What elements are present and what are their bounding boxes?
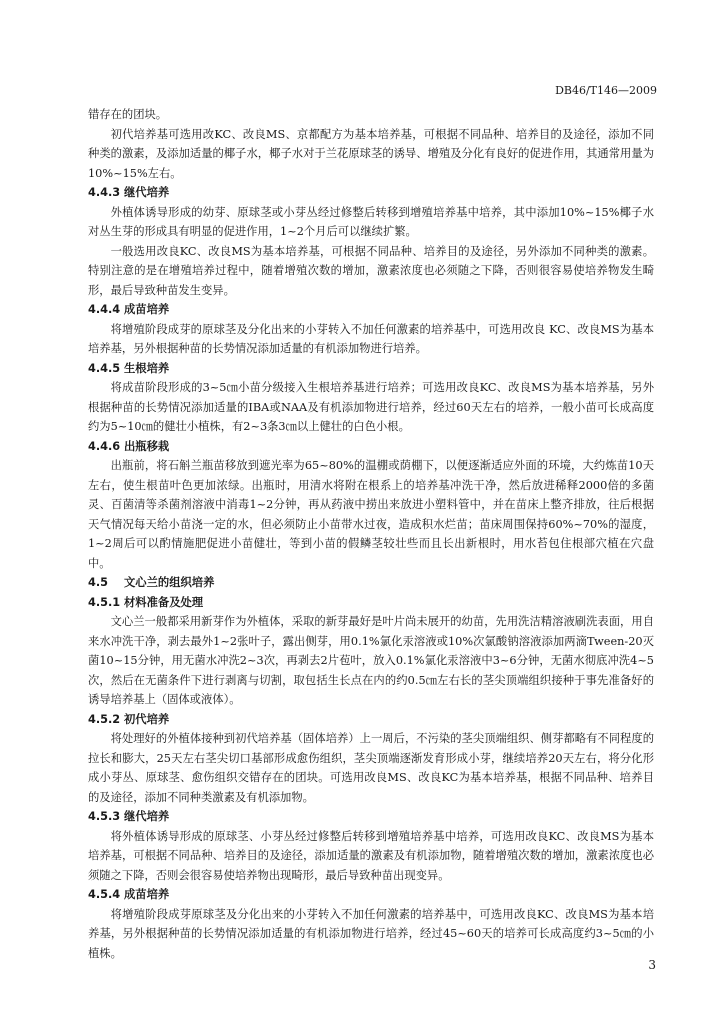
paragraph: 将增殖阶段成芽原球茎及分化出来的小芽转入不加任何激素的培养基中，可选用改良KC、改良MS为基本培养基，另外根据种苗的长势情况添加适量的有机添加物进行培养，经过45~60天的培养可长成高度约3~5㎝的小植株。 (88, 907, 654, 960)
section-number: 4.4.5 (88, 361, 121, 375)
document-body (88, 105, 654, 963)
paragraph: 外植体诱导形成的幼芽、原球茎或小芽丛经过修整后转移到增殖培养基中培养，其中添加10%~15%椰子水对丛生芽的形成具有明显的促进作用，1~2个月后可以继续扩繁。 (88, 205, 654, 238)
section-title: 初代培养 (124, 712, 170, 726)
section-number: 4.5.3 (88, 810, 121, 823)
section-title: 材料准备及处理 (124, 595, 204, 609)
document-code: DB46/T146—2009 (555, 84, 657, 97)
section-heading (88, 710, 654, 730)
section-heading (88, 807, 654, 827)
paragraph: 一般选用改良KC、改良MS为基本培养基，可根据不同品种、培养目的及途径，另外添加不同种类的激素。特别注意的是在增殖培养过程中，随着增殖次数的增加，激素浓度也必须随之下降，否则很容易使培养物发生畸形，最后导致种苗发生变异。 (88, 244, 654, 297)
section-heading (88, 573, 654, 593)
paragraph: 初代培养基可选用改KC、改良MS、京都配方为基本培养基，可根据不同品种、培养目的及途径，添加不同种类的激素，及添加适量的椰子水，椰子水对于兰花原球茎的诱导、增殖及分化有良好的促进作用，其通常用量为10%~15%左右。 (88, 127, 654, 180)
section-heading (88, 359, 654, 379)
section-title: 出瓶移栽 (124, 439, 170, 453)
section-number: 4.4.4 (88, 303, 121, 316)
section-heading (88, 183, 654, 203)
section-heading (88, 885, 654, 905)
section-heading (88, 593, 654, 613)
paragraph: 将处理好的外植体接种到初代培养基（固体培养）上一周后，不污染的茎尖顶端组织、侧芽都略有不同程度的拉长和膨大，25天左右茎尖切口基部形成愈伤组织，茎尖顶端逐渐发育形成小芽，继续培养20天左右，将分化形成小芽丛、原球茎、愈伤组织交错存在的团块。可选用改良MS、改良KC为基本培养基，根据不同品种、培养目的及途径，添加不同种类激素及有机添加物。 (88, 732, 654, 804)
section-title: 成苗培养 (124, 888, 170, 901)
paragraph: 错存在的团块。 (88, 108, 168, 121)
section-number: 4.5 (88, 576, 109, 589)
page-number: 3 (648, 958, 656, 972)
section-number: 4.5.4 (88, 888, 121, 901)
section-heading (88, 300, 654, 320)
paragraph: 将成苗阶段形成的3~5㎝小苗分级接入生根培养基进行培养；可选用改良KC、改良MS为基本培养基，另外根据种苗的长势情况添加适量的IBA或NAA及有机添加物进行培养，经过60天左右的培养，一般小苗可长成高度约为5~10㎝的健壮小植株，有2~3条3㎝以上健壮的白色小根。 (88, 381, 654, 433)
paragraph: 将外植体诱导形成的原球茎、小芽丛经过修整后转移到增殖培养基中培养，可选用改良KC、改良MS为基本培养基，可根据不同品种、培养目的及途径，添加适量的激素及有机添加物，随着增殖次数的增加，激素浓度也必须随之下降，否则会很容易使培养物出现畸形，最后导致种苗出现变异。 (88, 829, 654, 882)
section-number: 4.4.6 (88, 439, 121, 453)
section-number: 4.4.3 (88, 186, 121, 199)
section-number: 4.5.2 (88, 712, 121, 726)
section-title: 继代培养 (124, 810, 170, 823)
section-title: 成苗培养 (124, 303, 170, 316)
section-title: 文心兰的组织培养 (124, 576, 215, 589)
section-heading (88, 437, 654, 457)
section-title: 继代培养 (124, 186, 170, 199)
paragraph: 文心兰一般都采用新芽作为外植体，采取的新芽最好是叶片尚未展开的幼苗，先用洗洁精溶液刷洗表面，用自来水冲洗干净，剥去最外1~2张叶子，露出侧芽，用0.1%氯化汞溶液或10%次氯酸钠溶液添加两滴Tween-20灭菌10~15分钟，用无菌水冲洗2~3次，再剥去2片苞叶，放入0.1%氯化汞溶液中3~6分钟，无菌水彻底冲洗4~5次，然后在无菌条件下进行剥离与切割，取包括生长点在内的约0.5㎝左右长的茎尖顶端组织接种于事先准备好的诱导培养基上（固体或液体）。 (88, 615, 654, 706)
paragraph: 将增殖阶段成芽的原球茎及分化出来的小芽转入不加任何激素的培养基中，可选用改良 KC、改良MS为基本培养基，另外根据种苗的长势情况添加适量的有机添加物进行培养。 (88, 322, 654, 355)
section-title: 生根培养 (124, 361, 170, 375)
paragraph: 出瓶前，将石斛兰瓶苗移放到遮光率为65~80%的温棚或荫棚下，以便逐渐适应外面的环境，大约炼苗10天左右，使生根苗叶色更加浓绿。出瓶时，用清水将附在根系上的培养基冲洗干净，然后放进稀释2000倍的多菌灵、百菌清等杀菌剂溶液中消毒1~2分钟，再从药液中捞出来放进小塑料管中，并在苗床上整齐排放，往后根据天气情况每天给小苗浇一定的水，但必须防止小苗带水过夜，造成积水烂苗；苗床周围保持60%~70%的湿度，1~2周后可以酌情施肥促进小苗健壮，等到小苗的假鳞茎较壮些而且长出新根时，用水苔包住根部穴植在穴盘中。 (88, 459, 654, 570)
section-number: 4.5.1 (88, 595, 121, 609)
